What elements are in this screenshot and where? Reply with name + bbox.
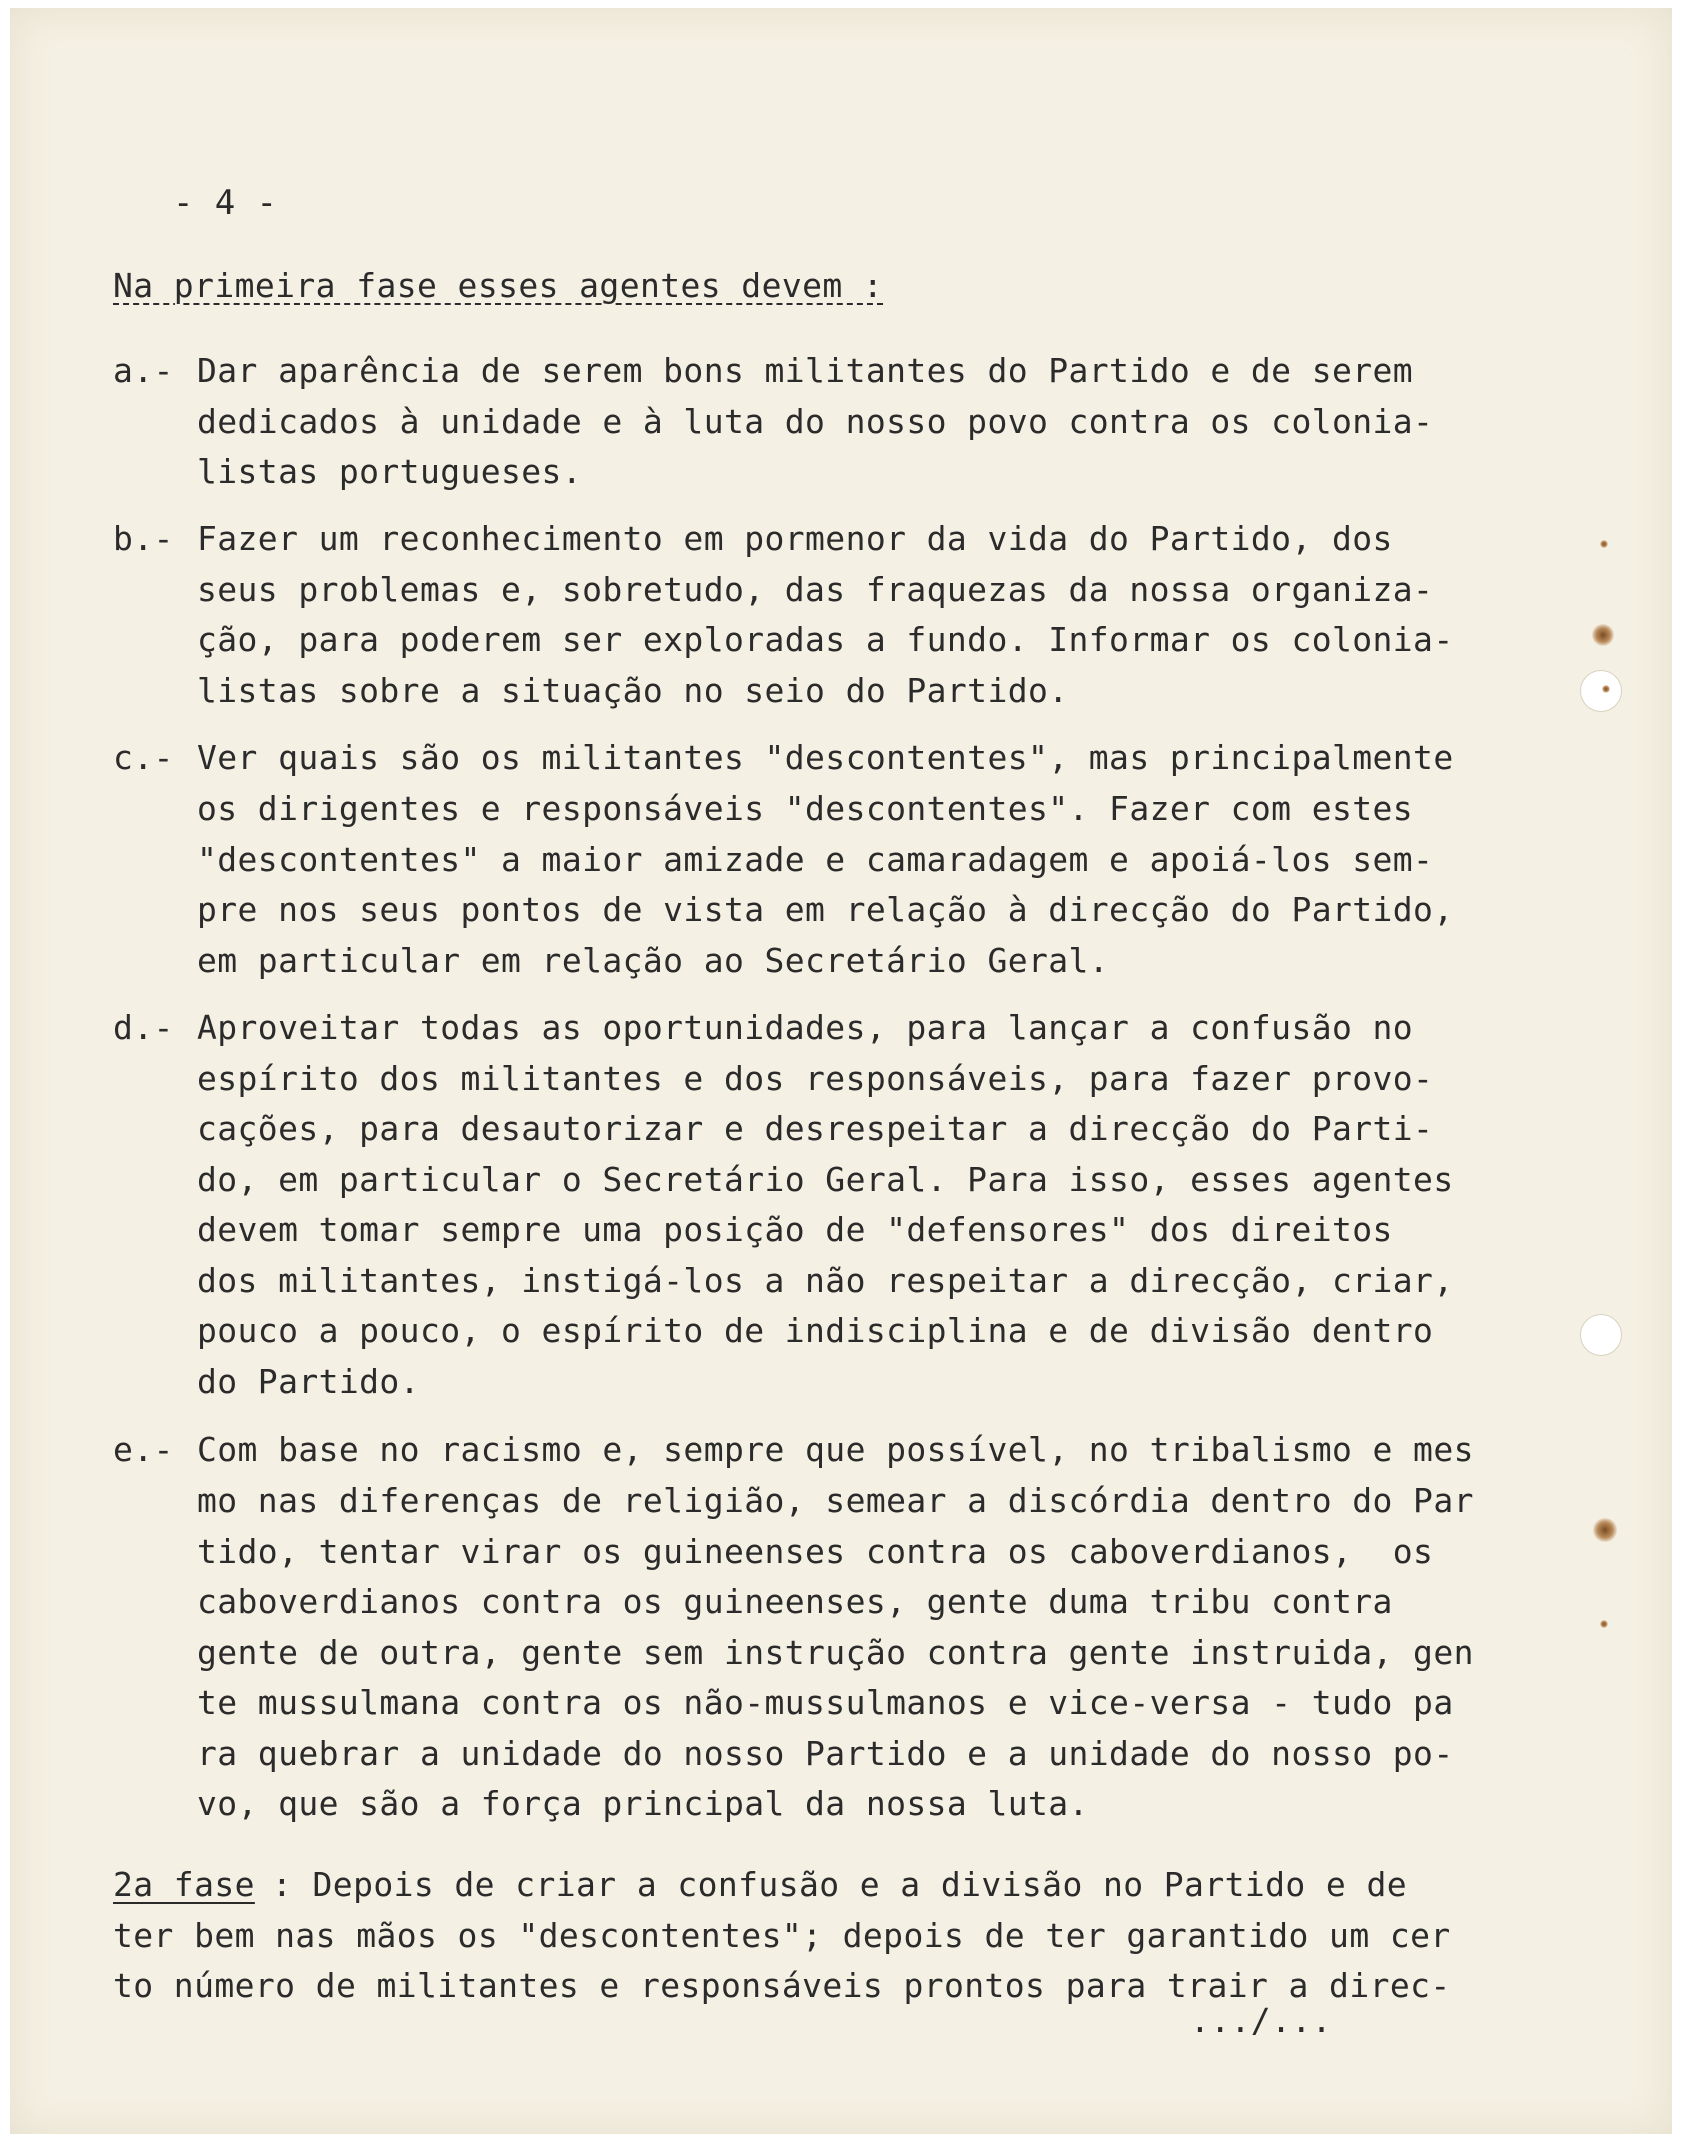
- paragraph-line: to número de militantes e responsáveis prontos para trair a direc-: [113, 1966, 1451, 2005]
- punch-hole: [1580, 670, 1622, 712]
- list-item-line: vo, que são a força principal da nossa luta.: [197, 1784, 1089, 1823]
- punch-hole: [1580, 1314, 1622, 1356]
- list-item-line: dedicados à unidade e à luta do nosso povo contra os colonia-: [197, 402, 1434, 441]
- list-item-line: dos militantes, instigá-los a não respeitar a direcção, criar,: [197, 1261, 1454, 1300]
- list-marker: c.-: [113, 738, 174, 777]
- continuation-marker: .../...: [1190, 2001, 1332, 2040]
- list-item-line: devem tomar sempre uma posição de "defensores" dos direitos: [197, 1210, 1393, 1249]
- page-number: - 4 -: [173, 183, 278, 223]
- rust-spot: [1602, 685, 1610, 693]
- list-item-line: listas portugueses.: [197, 452, 583, 491]
- list-item-line: mo nas diferenças de religião, semear a discórdia dentro do Par: [197, 1481, 1474, 1520]
- list-item-line: Aproveitar todas as oportunidades, para lançar a confusão no: [197, 1008, 1414, 1047]
- list-item-line: cações, para desautorizar e desrespeitar a direcção do Parti-: [197, 1109, 1434, 1148]
- list-item-line: em particular em relação ao Secretário Geral.: [197, 941, 1110, 980]
- document-page: [10, 8, 1672, 2134]
- list-item-line: gente de outra, gente sem instrução contra gente instruida, gen: [197, 1633, 1474, 1672]
- rust-spot: [1600, 540, 1608, 548]
- rust-spot: [1600, 1620, 1608, 1628]
- list-item-line: Ver quais são os militantes "descontentes", mas principalmente: [197, 738, 1454, 777]
- list-item-line: Dar aparência de serem bons militantes do Partido e de serem: [197, 351, 1414, 390]
- list-marker: d.-: [113, 1008, 174, 1047]
- paragraph-line: : Depois de criar a confusão e a divisão no Partido e de: [272, 1865, 1407, 1904]
- list-marker: b.-: [113, 519, 174, 558]
- paragraph-line: ter bem nas mãos os "descontentes"; depois de ter garantido um cer: [113, 1916, 1451, 1955]
- list-item-line: caboverdianos contra os guineenses, gente duma tribu contra: [197, 1582, 1393, 1621]
- list-marker: e.-: [113, 1430, 174, 1469]
- list-item-line: "descontentes" a maior amizade e camaradagem e apoiá-los sem-: [197, 840, 1434, 879]
- rust-stain: [1593, 1518, 1617, 1542]
- list-item-line: espírito dos militantes e dos responsáveis, para fazer provo-: [197, 1059, 1434, 1098]
- list-item-line: do, em particular o Secretário Geral. Para isso, esses agentes: [197, 1160, 1454, 1199]
- list-marker: a.-: [113, 351, 174, 390]
- list-item-line: listas sobre a situação no seio do Partido.: [197, 671, 1069, 710]
- list-item-line: te mussulmana contra os não-mussulmanos e vice-versa - tudo pa: [197, 1683, 1454, 1722]
- list-item-line: ra quebrar a unidade do nosso Partido e a unidade do nosso po-: [197, 1734, 1454, 1773]
- list-item-line: Fazer um reconhecimento em pormenor da vida do Partido, dos: [197, 519, 1393, 558]
- second-phase-label: 2a fase: [113, 1865, 255, 1904]
- list-item-line: pre nos seus pontos de vista em relação à direcção do Partido,: [197, 890, 1454, 929]
- rust-stain: [1592, 624, 1614, 646]
- list-item-line: Com base no racismo e, sempre que possível, no tribalismo e mes: [197, 1430, 1474, 1469]
- list-item-line: os dirigentes e responsáveis "descontentes". Fazer com estes: [197, 789, 1414, 828]
- list-item-line: do Partido.: [197, 1362, 420, 1401]
- list-item-line: seus problemas e, sobretudo, das fraquezas da nossa organiza-: [197, 570, 1434, 609]
- section-heading: Na primeira fase esses agentes devem :: [113, 266, 884, 305]
- list-item-line: tido, tentar virar os guineenses contra os caboverdianos, os: [197, 1532, 1434, 1571]
- list-item-line: ção, para poderem ser exploradas a fundo. Informar os colonia-: [197, 620, 1454, 659]
- list-item-line: pouco a pouco, o espírito de indisciplina e de divisão dentro: [197, 1311, 1434, 1350]
